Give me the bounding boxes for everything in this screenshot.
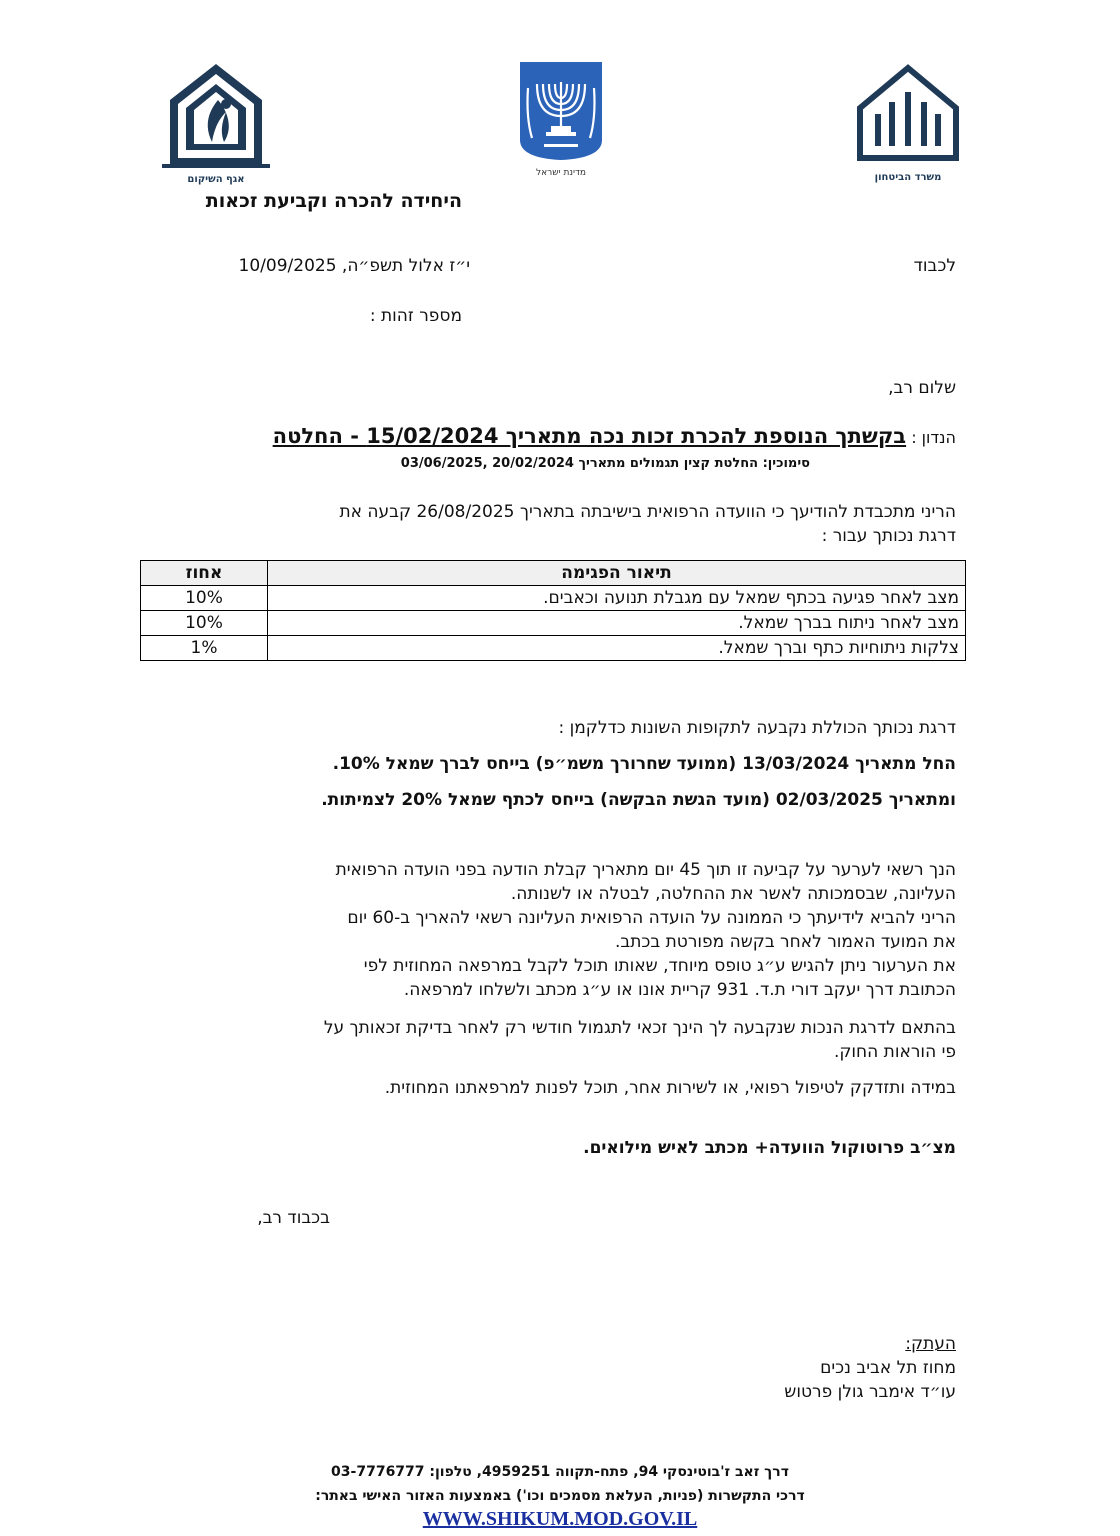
table-cell-description: מצב לאחר פגיעה בכתף שמאל עם מגבלת תנועה וכאבים. <box>268 586 966 611</box>
table-header-description: תיאור הפגימה <box>268 561 966 586</box>
disability-table <box>140 560 966 661</box>
letter-date: י״ז אלול תשפ״ה, 10/09/2025 <box>238 256 470 276</box>
ministry-of-defense-logo <box>852 62 964 183</box>
table-cell-percent: 10% <box>141 611 268 636</box>
table-header-row <box>141 561 966 586</box>
table-cell-description: מצב לאחר ניתוח בברך שמאל. <box>268 611 966 636</box>
unit-title: היחידה להכרה וקביעת זכאות <box>205 190 462 212</box>
subject-label: הנדון : <box>911 428 956 447</box>
ministry-logo-icon <box>852 62 964 166</box>
copy-recipient: מחוז תל אביב נכים <box>820 1358 956 1378</box>
appeal-line-6: הכתובת דרך יעקב דורי ת.ד. 931 קריית אונו או ע״ג מכתב ולשלחו למרפאה. <box>403 980 956 1000</box>
table-row <box>141 611 966 636</box>
footer-address: דרך זאב ז'בוטינסקי 94, פתח-תקווה 4959251, טלפון: 03-7776777 <box>331 1464 789 1480</box>
table-cell-description: צלקות ניתוחיות כתף וברך שמאל. <box>268 636 966 661</box>
copies-label: העתק: <box>905 1334 956 1354</box>
menorah-emblem-icon <box>516 58 606 162</box>
table-cell-percent: 10% <box>141 586 268 611</box>
overall-period-1: החל מתאריך 13/03/2024 (ממועד שחרורך משמ״פ) בייחס לברך שמאל 10%. <box>332 754 956 774</box>
subject-reference: סימוכין: החלטת קצין תגמולים מתאריך 20/02/2024 ,03/06/2025 <box>400 456 810 471</box>
appeal-line-5: את הערעור ניתן להגיש ע״ג טופס מיוחד, שאותו תוכל לקבל במרפאה המחוזית לפי <box>363 956 956 976</box>
eligibility-line-2: פי הוראות החוק. <box>833 1042 956 1062</box>
state-emblem-caption: מדינת ישראל <box>535 168 587 178</box>
table-row <box>141 636 966 661</box>
signoff: בכבוד רב, <box>257 1208 330 1228</box>
subject-line <box>273 424 956 448</box>
greeting: שלום רב, <box>888 378 956 398</box>
footer-contact: דרכי התקשרות (פניות, העלאת מסמכים וכו') באמצעות האזור האישי באתר: <box>315 1488 805 1504</box>
appeal-line-1: הנך רשאי לערער על קביעה זו תוך 45 יום מתאריך קבלת הודעה בפני הועדה הרפואית <box>335 860 956 880</box>
subject-text: בקשתך הנוספת להכרת זכות נכה מתאריך 15/02/2024 - החלטה <box>272 424 907 448</box>
recipient-label: לכבוד <box>913 256 956 276</box>
table-header-percent: אחוז <box>141 561 268 586</box>
rehabilitation-division-logo <box>160 60 272 185</box>
table-cell-percent: 1% <box>141 636 268 661</box>
appeal-line-3: הריני להביא לידיעתך כי הממונה על הועדה הרפואית העליונה רשאי להאריך ב-60 יום <box>347 908 956 928</box>
disability-table-wrapper <box>140 560 966 661</box>
treatment-note: במידה ותזדקק לטיפול רפואי, או לשירות אחר, תוכל לפנות למרפאתנו המחוזית. <box>384 1078 956 1098</box>
eligibility-line-1: בהתאם לדרגת הנכות שנקבעה לך הינך זכאי לתגמול חודשי רק לאחר בדיקת זכאותך על <box>323 1018 956 1038</box>
ministry-logo-caption: משרד הביטחון <box>874 172 942 183</box>
appeal-line-4: את המועד האמור לאחר בקשה מפורטת בכתב. <box>615 932 956 952</box>
enclosure-note: מצ״ב פרוטוקול הוועדה+ מכתב לאיש מילואים. <box>583 1138 956 1158</box>
rehabilitation-logo-icon <box>160 60 272 168</box>
footer-website-link[interactable]: WWW.SHIKUM.MOD.GOV.IL <box>422 1508 698 1530</box>
overall-period-2: ומתאריך 02/03/2025 (מועד הגשת הבקשה) בייחס לכתף שמאל 20% לצמיתות. <box>321 790 956 810</box>
rehabilitation-logo-caption: אגף השיקום <box>187 174 245 185</box>
state-emblem-logo <box>516 58 606 178</box>
intro-line-1: הריני מתכבדת להודיעך כי הוועדה הרפואית בישיבתה בתאריך 26/08/2025 קבעה את <box>339 502 956 522</box>
appeal-line-2: העליונה, שבסמכותה לאשר את ההחלטה, לבטלה או לשנותה. <box>510 884 956 904</box>
id-number-label: מספר זהות : <box>369 306 462 326</box>
overall-intro: דרגת נכותך הכוללת נקבעה לתקופות השונות כדלקמן : <box>558 718 956 738</box>
copy-recipient: עו״ד אימבר גולן פרטוש <box>784 1382 956 1402</box>
table-row <box>141 586 966 611</box>
intro-line-2: דרגת נכותך עבור : <box>821 526 956 546</box>
